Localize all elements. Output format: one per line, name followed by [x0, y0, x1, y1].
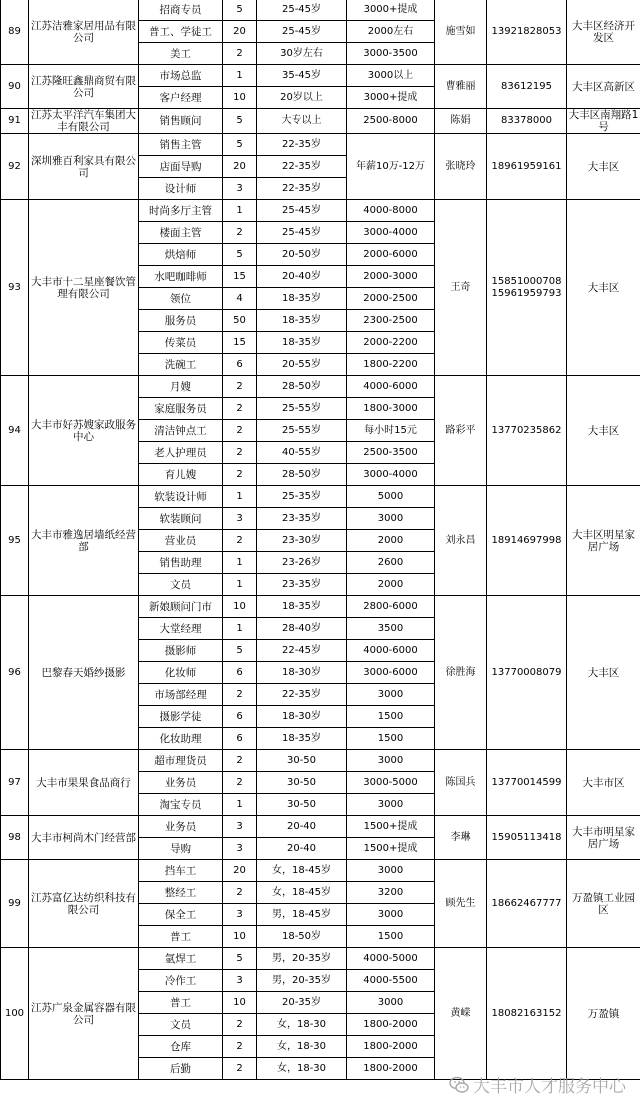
position: 后勤	[139, 1058, 223, 1080]
requirement: 20-35岁	[257, 992, 347, 1014]
contact-person: 顾先生	[435, 860, 487, 948]
headcount: 2	[223, 442, 257, 464]
requirement: 25-45岁	[257, 0, 347, 21]
work-location: 大丰区	[567, 200, 640, 376]
position: 客户经理	[139, 87, 223, 109]
contact-person: 李琳	[435, 816, 487, 860]
headcount: 3	[223, 970, 257, 992]
requirement: 40-55岁	[257, 442, 347, 464]
row-number: 93	[1, 200, 29, 376]
company-name: 江苏隆旺鑫鼎商贸有限公司	[29, 65, 139, 109]
requirement: 22-45岁	[257, 640, 347, 662]
table-row	[1, 596, 640, 618]
requirement: 20岁以上	[257, 87, 347, 109]
salary: 每小时15元	[347, 420, 435, 442]
headcount: 2	[223, 420, 257, 442]
requirement: 男，18-45岁	[257, 904, 347, 926]
position: 大堂经理	[139, 618, 223, 640]
row-number: 94	[1, 376, 29, 486]
position: 设计师	[139, 178, 223, 200]
requirement: 18-35岁	[257, 310, 347, 332]
row-number: 96	[1, 596, 29, 750]
salary: 4000-8000	[347, 200, 435, 222]
salary: 1500	[347, 926, 435, 948]
table-row	[1, 376, 640, 398]
row-number: 89	[1, 0, 29, 65]
work-location: 大丰区南翔路1号	[567, 109, 640, 134]
position: 普工	[139, 992, 223, 1014]
position: 市场部经理	[139, 684, 223, 706]
position: 摄影学徒	[139, 706, 223, 728]
headcount: 2	[223, 1036, 257, 1058]
requirement: 女，18-45岁	[257, 860, 347, 882]
headcount: 20	[223, 156, 257, 178]
salary: 3000	[347, 794, 435, 816]
headcount: 1	[223, 486, 257, 508]
headcount: 15	[223, 332, 257, 354]
work-location: 大丰区	[567, 376, 640, 486]
position: 导购	[139, 838, 223, 860]
salary: 3000	[347, 992, 435, 1014]
company-name: 大丰市雅逸居墙纸经营部	[29, 486, 139, 596]
position: 仓库	[139, 1036, 223, 1058]
requirement: 20-40	[257, 816, 347, 838]
salary: 1800-3000	[347, 398, 435, 420]
company-name: 江苏太平洋汽车集团大丰有限公司	[29, 109, 139, 134]
requirement: 25-55岁	[257, 398, 347, 420]
requirement: 20-40	[257, 838, 347, 860]
headcount: 4	[223, 288, 257, 310]
salary: 3000	[347, 508, 435, 530]
headcount: 2	[223, 43, 257, 65]
headcount: 1	[223, 794, 257, 816]
salary: 5000	[347, 486, 435, 508]
salary: 2500-8000	[347, 109, 435, 134]
headcount: 2	[223, 772, 257, 794]
position: 时尚多厅主管	[139, 200, 223, 222]
requirement: 25-35岁	[257, 486, 347, 508]
row-number: 95	[1, 486, 29, 596]
table-row	[1, 486, 640, 508]
salary: 3000	[347, 860, 435, 882]
position: 业务员	[139, 816, 223, 838]
requirement: 18-35岁	[257, 728, 347, 750]
salary: 1800-2000	[347, 1014, 435, 1036]
contact-person: 刘永昌	[435, 486, 487, 596]
row-number: 98	[1, 816, 29, 860]
salary: 2000	[347, 530, 435, 552]
work-location: 大丰区明星家居广场	[567, 486, 640, 596]
position: 保全工	[139, 904, 223, 926]
headcount: 6	[223, 728, 257, 750]
headcount: 50	[223, 310, 257, 332]
headcount: 5	[223, 948, 257, 970]
headcount: 6	[223, 354, 257, 376]
requirement: 35-45岁	[257, 65, 347, 87]
position: 水吧咖啡师	[139, 266, 223, 288]
headcount: 2	[223, 398, 257, 420]
phone-number: 18082163152	[487, 948, 567, 1080]
headcount: 3	[223, 838, 257, 860]
contact-person: 黄嵘	[435, 948, 487, 1080]
salary: 2000-2200	[347, 332, 435, 354]
headcount: 10	[223, 926, 257, 948]
requirement: 20-55岁	[257, 354, 347, 376]
position: 美工	[139, 43, 223, 65]
company-name: 大丰市柯尚木门经营部	[29, 816, 139, 860]
watermark	[449, 1072, 626, 1097]
headcount: 3	[223, 904, 257, 926]
headcount: 1	[223, 65, 257, 87]
company-name: 大丰市十二星座餐饮管理有限公司	[29, 200, 139, 376]
phone-number: 18662467777	[487, 860, 567, 948]
headcount: 1	[223, 200, 257, 222]
table-row	[1, 816, 640, 838]
salary: 4000-5500	[347, 970, 435, 992]
salary: 3000以上	[347, 65, 435, 87]
requirement: 18-50岁	[257, 926, 347, 948]
salary: 1800-2000	[347, 1058, 435, 1080]
watermark-text: 大丰市人才服务中心	[473, 1077, 626, 1097]
requirement: 28-40岁	[257, 618, 347, 640]
salary: 3000	[347, 904, 435, 926]
salary: 2000左右	[347, 21, 435, 43]
table-row	[1, 200, 640, 222]
requirement: 23-35岁	[257, 574, 347, 596]
position: 家庭服务员	[139, 398, 223, 420]
headcount: 15	[223, 266, 257, 288]
requirement: 20-40岁	[257, 266, 347, 288]
requirement: 25-45岁	[257, 222, 347, 244]
company-name: 巴黎春天婚纱摄影	[29, 596, 139, 750]
company-name: 江苏广泉金属容器有限公司	[29, 948, 139, 1080]
requirement: 23-26岁	[257, 552, 347, 574]
requirement: 女，18-30	[257, 1014, 347, 1036]
requirement: 女，18-30	[257, 1036, 347, 1058]
salary: 2300-2500	[347, 310, 435, 332]
headcount: 3	[223, 178, 257, 200]
salary: 2000	[347, 574, 435, 596]
requirement: 22-35岁	[257, 178, 347, 200]
contact-person: 陈娟	[435, 109, 487, 134]
salary: 3200	[347, 882, 435, 904]
position: 冷作工	[139, 970, 223, 992]
salary: 4000-6000	[347, 640, 435, 662]
table-row	[1, 65, 640, 87]
phone-number: 15851000708 15961959793	[487, 200, 567, 376]
salary: 1500	[347, 728, 435, 750]
headcount: 2	[223, 376, 257, 398]
salary: 3000+提成	[347, 0, 435, 21]
position: 淘宝专员	[139, 794, 223, 816]
headcount: 1	[223, 574, 257, 596]
position: 软装顾问	[139, 508, 223, 530]
contact-person: 路彩平	[435, 376, 487, 486]
salary: 3500	[347, 618, 435, 640]
salary: 2000-6000	[347, 244, 435, 266]
salary: 2800-6000	[347, 596, 435, 618]
salary: 1800-2000	[347, 1036, 435, 1058]
position: 烘焙师	[139, 244, 223, 266]
requirement: 20-50岁	[257, 244, 347, 266]
requirement: 23-30岁	[257, 530, 347, 552]
table-row	[1, 860, 640, 882]
company-name: 大丰市果果食品商行	[29, 750, 139, 816]
position: 业务员	[139, 772, 223, 794]
salary: 1500+提成	[347, 816, 435, 838]
position: 店面导购	[139, 156, 223, 178]
headcount: 1	[223, 618, 257, 640]
position: 老人护理员	[139, 442, 223, 464]
headcount: 6	[223, 706, 257, 728]
work-location: 万盈镇	[567, 948, 640, 1080]
position: 招商专员	[139, 0, 223, 21]
headcount: 2	[223, 222, 257, 244]
requirement: 女，18-45岁	[257, 882, 347, 904]
headcount: 3	[223, 508, 257, 530]
headcount: 2	[223, 684, 257, 706]
salary: 年薪10万-12万	[347, 134, 435, 200]
contact-person: 施雪如	[435, 0, 487, 65]
salary: 4000-5000	[347, 948, 435, 970]
headcount: 3	[223, 816, 257, 838]
requirement: 25-45岁	[257, 200, 347, 222]
position: 服务员	[139, 310, 223, 332]
row-number: 91	[1, 109, 29, 134]
row-number: 92	[1, 134, 29, 200]
work-location: 大丰区高新区	[567, 65, 640, 109]
position: 化妆师	[139, 662, 223, 684]
contact-person: 王奇	[435, 200, 487, 376]
requirement: 女，18-30	[257, 1058, 347, 1080]
salary: 3000-4000	[347, 222, 435, 244]
position: 氩焊工	[139, 948, 223, 970]
position: 普工	[139, 926, 223, 948]
phone-number: 13770008079	[487, 596, 567, 750]
requirement: 18-35岁	[257, 288, 347, 310]
headcount: 20	[223, 860, 257, 882]
contact-person: 陈国兵	[435, 750, 487, 816]
salary: 2000-3000	[347, 266, 435, 288]
requirement: 25-55岁	[257, 420, 347, 442]
requirement: 18-35岁	[257, 332, 347, 354]
headcount: 2	[223, 750, 257, 772]
headcount: 5	[223, 244, 257, 266]
salary: 3000-6000	[347, 662, 435, 684]
row-number: 100	[1, 948, 29, 1080]
position: 销售助理	[139, 552, 223, 574]
requirement: 30-50	[257, 772, 347, 794]
salary: 4000-6000	[347, 376, 435, 398]
company-name: 深圳雅百利家具有限公司	[29, 134, 139, 200]
position: 育儿嫂	[139, 464, 223, 486]
company-name: 江苏富亿达纺织科技有限公司	[29, 860, 139, 948]
headcount: 6	[223, 662, 257, 684]
phone-number: 15905113418	[487, 816, 567, 860]
requirement: 男，20-35岁	[257, 948, 347, 970]
work-location: 大丰区经济开发区	[567, 0, 640, 65]
position: 软装设计师	[139, 486, 223, 508]
headcount: 10	[223, 596, 257, 618]
table-row	[1, 0, 640, 21]
requirement: 25-45岁	[257, 21, 347, 43]
work-location: 大丰区	[567, 134, 640, 200]
position: 领位	[139, 288, 223, 310]
headcount: 5	[223, 640, 257, 662]
phone-number: 13770014599	[487, 750, 567, 816]
position: 清洁钟点工	[139, 420, 223, 442]
position: 销售顾问	[139, 109, 223, 134]
table-row	[1, 109, 640, 134]
requirement: 22-35岁	[257, 684, 347, 706]
position: 文员	[139, 1014, 223, 1036]
requirement: 22-35岁	[257, 134, 347, 156]
headcount: 5	[223, 0, 257, 21]
salary: 1800-2200	[347, 354, 435, 376]
salary: 1500+提成	[347, 838, 435, 860]
headcount: 5	[223, 134, 257, 156]
headcount: 2	[223, 1058, 257, 1080]
headcount: 20	[223, 21, 257, 43]
requirement: 23-35岁	[257, 508, 347, 530]
work-location: 万盈镇工业园区	[567, 860, 640, 948]
position: 摄影师	[139, 640, 223, 662]
row-number: 97	[1, 750, 29, 816]
table-row	[1, 750, 640, 772]
requirement: 22-35岁	[257, 156, 347, 178]
position: 市场总监	[139, 65, 223, 87]
row-number: 99	[1, 860, 29, 948]
wechat-icon	[449, 1075, 469, 1095]
requirement: 男，20-35岁	[257, 970, 347, 992]
phone-number: 13921828053	[487, 0, 567, 65]
phone-number: 18961959161	[487, 134, 567, 200]
position: 传菜员	[139, 332, 223, 354]
position: 楼面主管	[139, 222, 223, 244]
position: 整经工	[139, 882, 223, 904]
requirement: 30岁左右	[257, 43, 347, 65]
requirement: 28-50岁	[257, 376, 347, 398]
work-location: 大丰区	[567, 596, 640, 750]
position: 超市理货员	[139, 750, 223, 772]
phone-number: 83612195	[487, 65, 567, 109]
salary: 3000	[347, 750, 435, 772]
salary: 2500-3500	[347, 442, 435, 464]
position: 月嫂	[139, 376, 223, 398]
position: 文员	[139, 574, 223, 596]
requirement: 30-50	[257, 794, 347, 816]
headcount: 2	[223, 530, 257, 552]
position: 洗碗工	[139, 354, 223, 376]
headcount: 5	[223, 109, 257, 134]
headcount: 1	[223, 552, 257, 574]
salary: 1500	[347, 706, 435, 728]
requirement: 28-50岁	[257, 464, 347, 486]
position: 挡车工	[139, 860, 223, 882]
requirement: 18-30岁	[257, 706, 347, 728]
phone-number: 18914697998	[487, 486, 567, 596]
salary: 3000	[347, 684, 435, 706]
position: 销售主管	[139, 134, 223, 156]
table-row	[1, 134, 640, 156]
contact-person: 张晓玲	[435, 134, 487, 200]
table-row	[1, 948, 640, 970]
row-number: 90	[1, 65, 29, 109]
phone-number: 13770235862	[487, 376, 567, 486]
salary: 3000-3500	[347, 43, 435, 65]
headcount: 2	[223, 882, 257, 904]
salary: 2600	[347, 552, 435, 574]
requirement: 30-50	[257, 750, 347, 772]
work-location: 大丰市明星家居广场	[567, 816, 640, 860]
phone-number: 83378000	[487, 109, 567, 134]
headcount: 10	[223, 87, 257, 109]
headcount: 2	[223, 1014, 257, 1036]
headcount: 2	[223, 464, 257, 486]
requirement: 18-30岁	[257, 662, 347, 684]
work-location: 大丰市区	[567, 750, 640, 816]
headcount: 10	[223, 992, 257, 1014]
salary: 2000-2500	[347, 288, 435, 310]
contact-person: 曹雅丽	[435, 65, 487, 109]
company-name: 江苏洁雅家居用品有限公司	[29, 0, 139, 65]
requirement: 18-35岁	[257, 596, 347, 618]
requirement: 大专以上	[257, 109, 347, 134]
salary: 3000-5000	[347, 772, 435, 794]
salary: 3000+提成	[347, 87, 435, 109]
contact-person: 徐胜海	[435, 596, 487, 750]
position: 新娘顾问门市	[139, 596, 223, 618]
position: 普工、学徒工	[139, 21, 223, 43]
salary: 3000-4000	[347, 464, 435, 486]
position: 化妆助理	[139, 728, 223, 750]
company-name: 大丰市好苏嫂家政服务中心	[29, 376, 139, 486]
position: 营业员	[139, 530, 223, 552]
